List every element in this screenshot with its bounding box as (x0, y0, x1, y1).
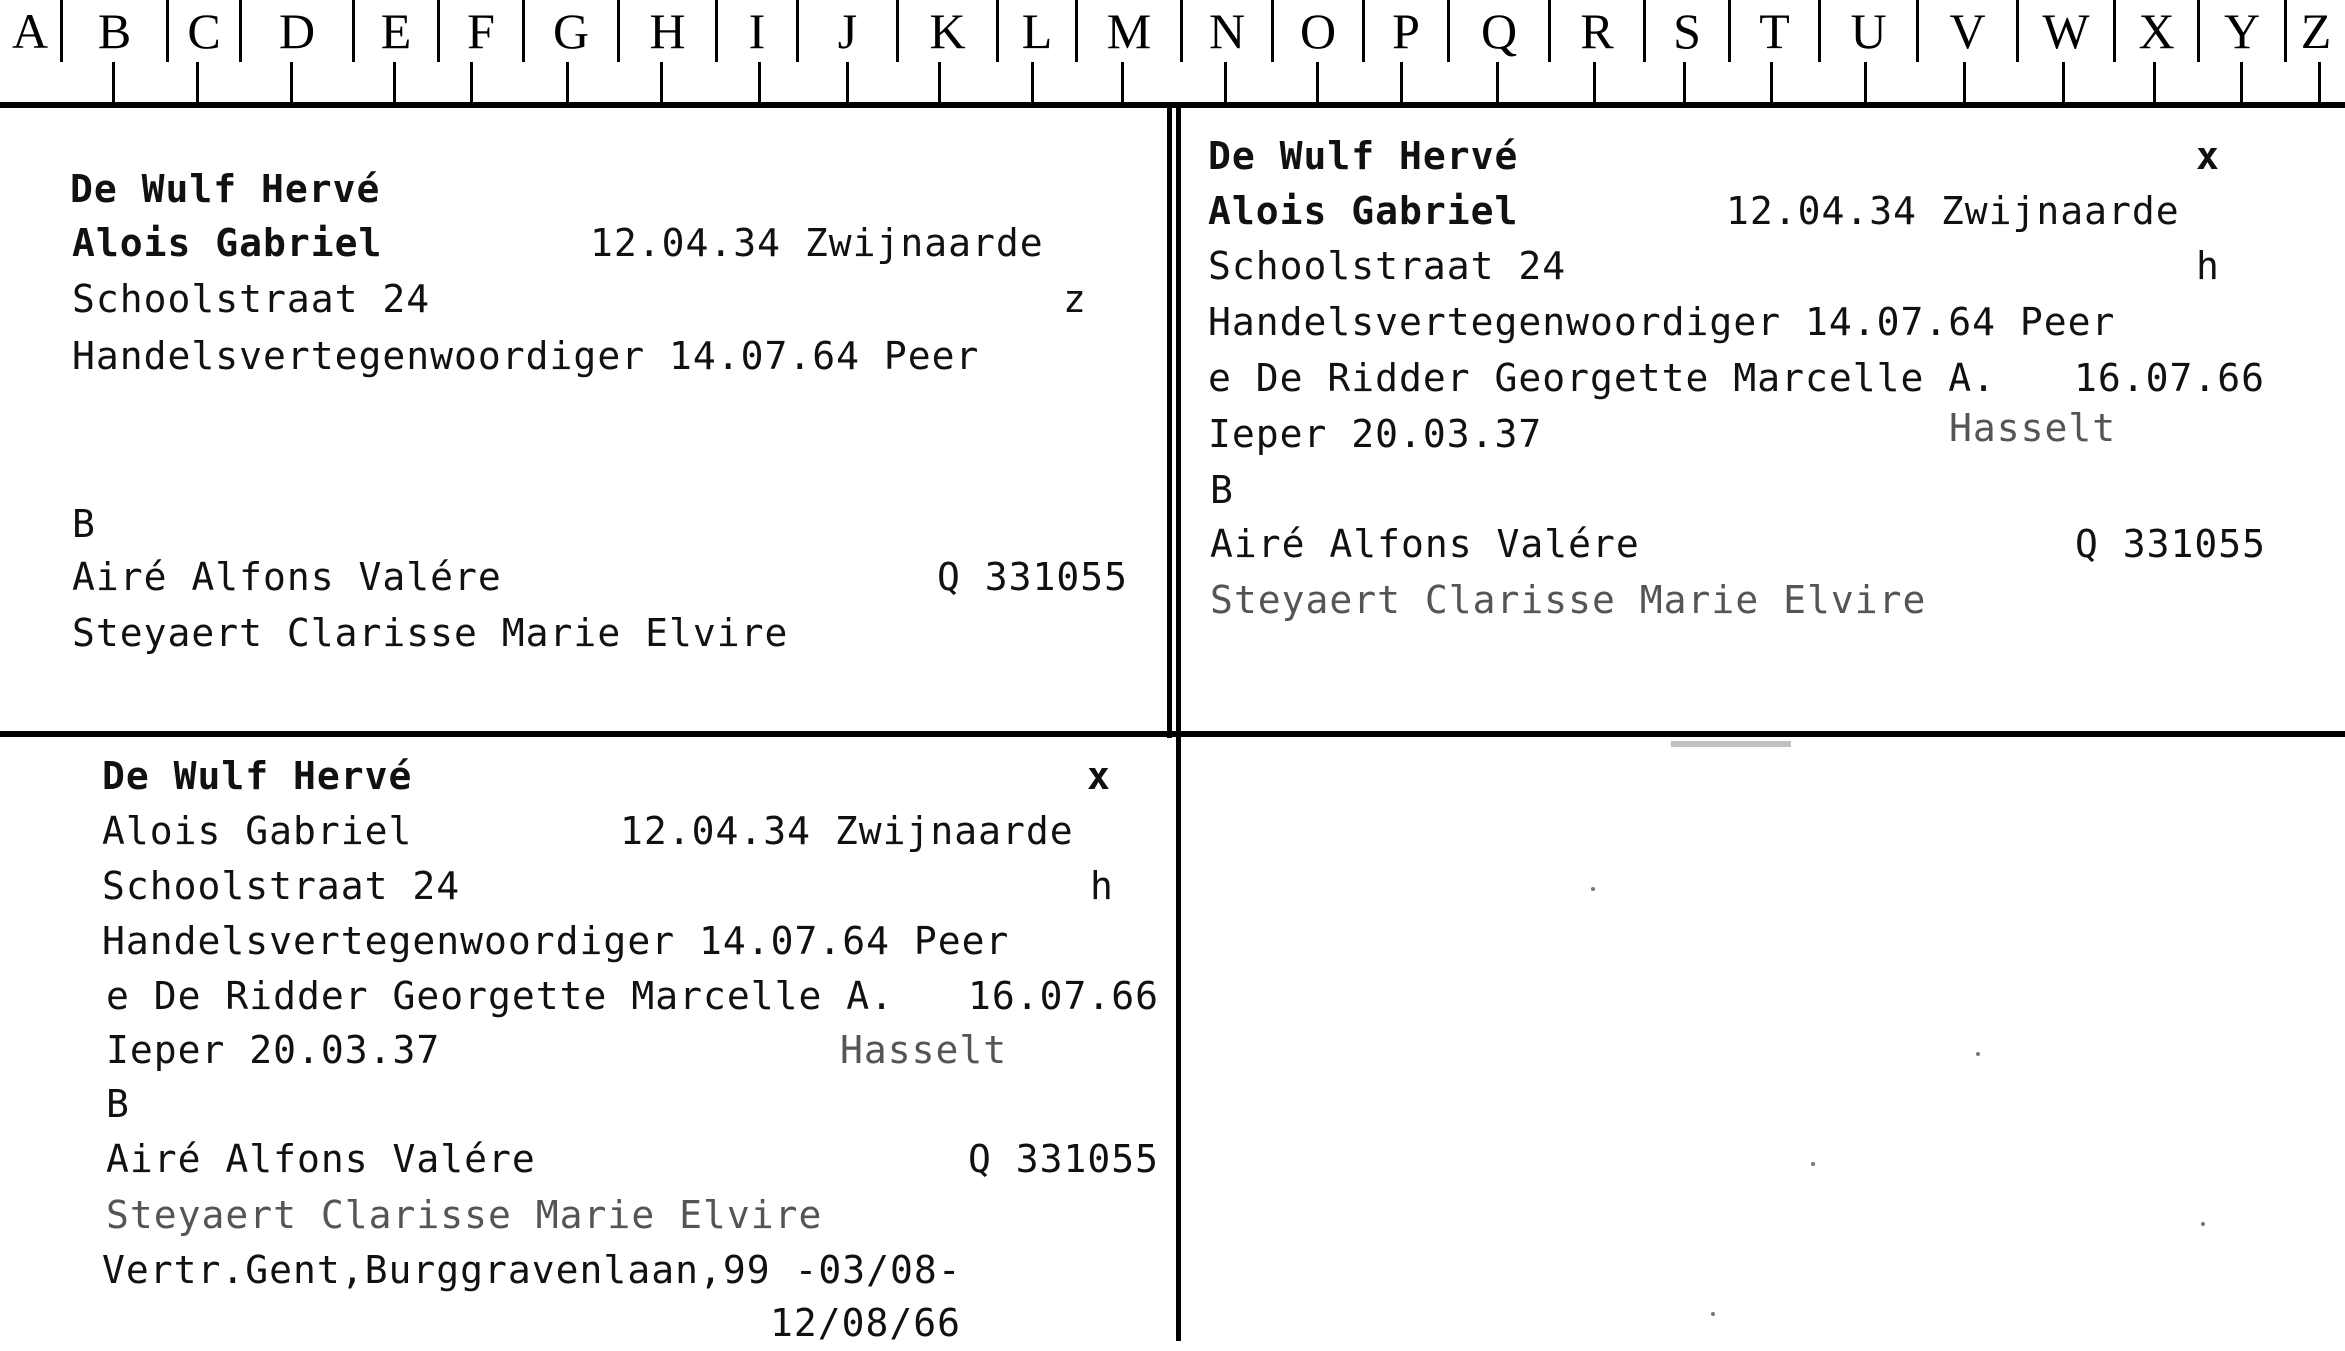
card-given-names: Alois Gabriel (102, 809, 413, 853)
ruler-tick (1683, 62, 1686, 102)
ruler-tick (112, 62, 115, 102)
card-annotation: Vertr.Gent,Burggravenlaan,99 -03/08- (102, 1248, 962, 1292)
ruler-tick (393, 62, 396, 102)
card-mother: Steyaert Clarisse Marie Elvire (106, 1193, 823, 1237)
paper-speck (1976, 1052, 1980, 1056)
ruler-tick (1770, 62, 1773, 102)
index-letter-c: C (187, 3, 221, 59)
card-surname: De Wulf Hervé (1208, 134, 1519, 178)
ruler-tick (660, 62, 663, 102)
index-letter-u: U (1850, 3, 1887, 59)
ruler-tick (1496, 62, 1499, 102)
card-marriage-place: Hasselt (840, 1028, 1008, 1072)
index-letter-p: P (1392, 3, 1420, 59)
card-marriage-date: 16.07.66 (2074, 356, 2266, 400)
card-mark: x (2196, 134, 2220, 178)
ruler-tick (196, 62, 199, 102)
index-letter-o: O (1299, 3, 1337, 59)
card-given-names: Alois Gabriel (1208, 189, 1519, 233)
card-occupation: Handelsvertegenwoordiger 14.07.64 Peer (102, 919, 1010, 963)
card-birth-date-place: 12.04.34 Zwijnaarde (620, 809, 1074, 853)
ruler-tick (1963, 62, 1966, 102)
index-letter-z: Z (2300, 3, 2332, 59)
ruler-tick (470, 62, 473, 102)
card-occupation: Handelsvertegenwoordiger 14.07.64 Peer (1208, 300, 2116, 344)
card-father: Airé Alfons Valére (106, 1137, 536, 1181)
index-letter-x: X (2138, 3, 2175, 59)
card-section-letter: B (72, 502, 96, 546)
alphabet-index-bar (0, 0, 2345, 108)
index-letter-a: A (11, 3, 49, 59)
ruler-tick (1864, 62, 1867, 102)
index-letter-j: J (837, 3, 858, 59)
ruler-tick (566, 62, 569, 102)
card-code: z (1063, 277, 1087, 321)
card-mother: Steyaert Clarisse Marie Elvire (1210, 578, 1927, 622)
ruler-tick (1400, 62, 1403, 102)
card-section-letter: B (1210, 468, 1234, 512)
record-card-bottom-left (0, 737, 1172, 1345)
index-letter-h: H (649, 3, 686, 59)
card-surname: De Wulf Hervé (102, 754, 413, 798)
record-card-bottom-right-empty (1181, 737, 2345, 1341)
card-code: h (2196, 244, 2220, 288)
card-occupation: Handelsvertegenwoordiger 14.07.64 Peer (72, 334, 980, 378)
index-letter-t: T (1759, 3, 1790, 59)
index-letter-n: N (1208, 3, 1246, 59)
card-marriage-place: Hasselt (1949, 406, 2117, 450)
card-reference-number: Q 331055 (968, 1137, 1160, 1181)
paper-speck (1591, 887, 1595, 891)
card-father: Airé Alfons Valére (72, 555, 502, 599)
ruler-tick (290, 62, 293, 102)
ruler-tick (2318, 62, 2321, 102)
card-spouse: e De Ridder Georgette Marcelle A. (1208, 356, 1996, 400)
card-surname: De Wulf Hervé (70, 167, 381, 211)
index-letter-g: G (552, 3, 590, 59)
card-birth-date-place: 12.04.34 Zwijnaarde (1726, 189, 2180, 233)
ruler-tick (2240, 62, 2243, 102)
record-card-top-right (1181, 108, 2345, 730)
card-reference-number: Q 331055 (2075, 522, 2267, 566)
ruler-tick (1031, 62, 1034, 102)
card-mark: x (1087, 754, 1111, 798)
ruler-tick (846, 62, 849, 102)
card-reference-number: Q 331055 (937, 555, 1129, 599)
ruler-tick (2153, 62, 2156, 102)
index-letter-y: Y (2223, 3, 2261, 59)
card-birth-date-place: 12.04.34 Zwijnaarde (590, 221, 1044, 265)
index-letter-q: Q (1480, 3, 1518, 59)
paper-smudge (1671, 741, 1791, 747)
index-letter-k: K (929, 3, 966, 59)
card-father: Airé Alfons Valére (1210, 522, 1640, 566)
card-given-names: Alois Gabriel (72, 221, 383, 265)
ruler-tick (938, 62, 941, 102)
ruler-tick (2062, 62, 2065, 102)
paper-speck (1711, 1312, 1715, 1316)
card-code: h (1090, 864, 1114, 908)
card-spouse: e De Ridder Georgette Marcelle A. (106, 974, 894, 1018)
card-divider-vertical (1167, 108, 1172, 738)
ruler-tick (758, 62, 761, 102)
card-annotation-date: 12/08/66 (770, 1301, 962, 1345)
card-section-letter: B (106, 1082, 130, 1126)
ruler-tick (1121, 62, 1124, 102)
card-marriage-date: 16.07.66 (968, 974, 1160, 1018)
index-letter-w: W (2042, 3, 2090, 59)
paper-speck (1811, 1162, 1815, 1166)
index-letter-e: E (380, 3, 412, 59)
ruler-tick (1224, 62, 1227, 102)
index-letter-r: R (1580, 3, 1614, 59)
index-letter-s: S (1673, 3, 1701, 59)
ruler-tick (1593, 62, 1596, 102)
index-letter-v: V (1949, 3, 1986, 59)
record-card-top-left (0, 108, 1165, 730)
index-letter-b: B (97, 3, 132, 59)
index-letter-d: D (278, 3, 316, 59)
card-address: Schoolstraat 24 (102, 864, 461, 908)
card-address: Schoolstraat 24 (1208, 244, 1567, 288)
card-mother: Steyaert Clarisse Marie Elvire (72, 611, 789, 655)
index-letter-f: F (467, 3, 495, 59)
paper-speck (2201, 1222, 2205, 1226)
index-letter-m: M (1106, 3, 1152, 59)
card-address: Schoolstraat 24 (72, 277, 431, 321)
ruler-tick (1316, 62, 1319, 102)
index-letter-i: I (748, 3, 766, 59)
card-spouse-birth: Ieper 20.03.37 (1208, 412, 1543, 456)
index-letter-l: L (1021, 3, 1053, 59)
card-spouse-birth: Ieper 20.03.37 (106, 1028, 441, 1072)
